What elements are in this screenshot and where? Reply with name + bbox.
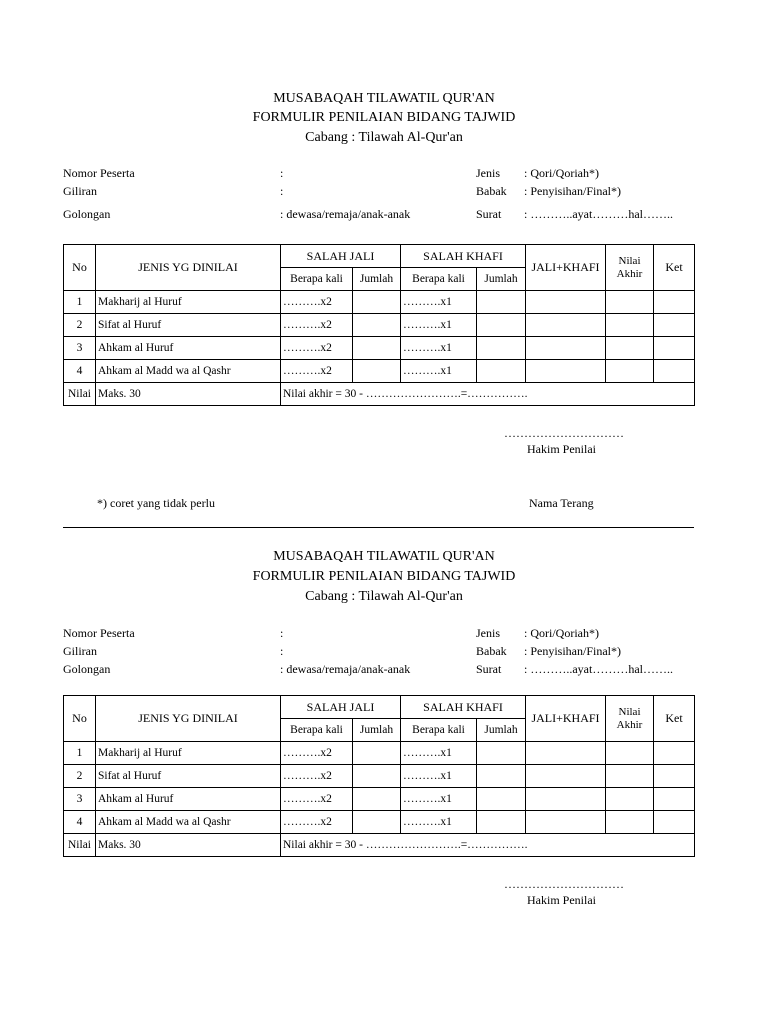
nama-terang-label: Nama Terang <box>529 496 594 510</box>
table-row <box>64 337 695 360</box>
table-row <box>64 291 695 314</box>
row-khafi-count: ……….x1 <box>401 360 477 383</box>
col-header-jumlah-jali: Jumlah <box>353 268 401 291</box>
row-jali-count: ……….x2 <box>281 337 353 360</box>
row-khafi-count: ……….x1 <box>401 314 477 337</box>
jenis-label: Jenis <box>476 626 500 640</box>
row-jali-count: ……….x2 <box>281 360 353 383</box>
form-title-1: MUSABAQAH TILAWATIL QUR'AN <box>273 91 495 106</box>
row-jenis: Ahkam al Huruf <box>96 788 281 811</box>
score-table <box>63 244 695 406</box>
col-header-berapa-kali-jali: Berapa kali <box>281 719 353 742</box>
row-khafi-count: ……….x1 <box>401 788 477 811</box>
footer-maks: Maks. 30 <box>96 834 281 857</box>
row-jenis: Makharij al Huruf <box>96 291 281 314</box>
row-khafi-count: ……….x1 <box>401 765 477 788</box>
row-no: 4 <box>64 360 96 383</box>
row-jali-jumlah[interactable] <box>353 291 401 314</box>
row-jali-khafi[interactable] <box>526 314 606 337</box>
cut-divider <box>63 527 694 528</box>
footnote: *) coret yang tidak perlu <box>97 496 215 510</box>
row-jali-jumlah[interactable] <box>353 360 401 383</box>
hakim-penilai-label: Hakim Penilai <box>527 442 596 456</box>
babak-label: Babak <box>476 184 507 198</box>
row-no: 2 <box>64 314 96 337</box>
col-header-nilai-akhir: Nilai Akhir <box>606 245 654 291</box>
giliran-label: Giliran <box>63 644 97 658</box>
form-subtitle: Cabang : Tilawah Al-Qur'an <box>305 589 463 604</box>
score-table <box>63 695 695 857</box>
col-header-jumlah-khafi: Jumlah <box>477 268 526 291</box>
row-no: 1 <box>64 742 96 765</box>
nomor-peserta-label: Nomor Peserta <box>63 626 135 640</box>
col-header-ket: Ket <box>654 245 695 291</box>
footer-nilai: Nilai <box>64 834 96 857</box>
row-jali-count: ……….x2 <box>281 811 353 834</box>
row-jali-khafi[interactable] <box>526 811 606 834</box>
col-header-jenis: JENIS YG DINILAI <box>96 696 281 742</box>
row-nilai-akhir[interactable] <box>606 742 654 765</box>
surat-value: : ………..ayat………hal…….. <box>524 207 673 221</box>
col-header-berapa-kali-khafi: Berapa kali <box>401 719 477 742</box>
row-nilai-akhir[interactable] <box>606 360 654 383</box>
col-header-salah-khafi: SALAH KHAFI <box>401 245 526 268</box>
row-ket[interactable] <box>654 811 695 834</box>
row-nilai-akhir[interactable] <box>606 811 654 834</box>
row-jenis: Makharij al Huruf <box>96 742 281 765</box>
footer-maks: Maks. 30 <box>96 383 281 406</box>
giliran-value: : <box>280 644 284 658</box>
col-header-jumlah-khafi: Jumlah <box>477 719 526 742</box>
row-jali-khafi[interactable] <box>526 765 606 788</box>
row-khafi-jumlah[interactable] <box>477 742 526 765</box>
row-no: 4 <box>64 811 96 834</box>
row-jali-count: ……….x2 <box>281 788 353 811</box>
signature-dots: ………………………… <box>504 426 624 440</box>
row-jali-khafi[interactable] <box>526 337 606 360</box>
col-header-berapa-kali-jali: Berapa kali <box>281 268 353 291</box>
row-jali-jumlah[interactable] <box>353 314 401 337</box>
row-jali-khafi[interactable] <box>526 788 606 811</box>
signature-dots: ………………………… <box>504 877 624 891</box>
row-khafi-count: ……….x1 <box>401 291 477 314</box>
babak-value: : Penyisihan/Final*) <box>524 184 621 198</box>
col-header-salah-jali: SALAH JALI <box>281 245 401 268</box>
giliran-value: : <box>280 184 284 198</box>
row-nilai-akhir[interactable] <box>606 765 654 788</box>
table-row <box>64 742 695 765</box>
row-khafi-jumlah[interactable] <box>477 291 526 314</box>
row-khafi-count: ……….x1 <box>401 811 477 834</box>
jenis-label: Jenis <box>476 166 500 180</box>
form-subtitle: Cabang : Tilawah Al-Qur'an <box>305 130 463 145</box>
row-ket[interactable] <box>654 337 695 360</box>
golongan-value: : dewasa/remaja/anak-anak <box>280 207 411 221</box>
surat-value: : ………..ayat………hal…….. <box>524 662 673 676</box>
jenis-value: : Qori/Qoriah*) <box>524 166 599 180</box>
col-header-no: No <box>64 245 96 291</box>
row-jenis: Ahkam al Huruf <box>96 337 281 360</box>
golongan-label: Golongan <box>63 207 111 221</box>
table-row <box>64 765 695 788</box>
row-no: 3 <box>64 788 96 811</box>
row-khafi-jumlah[interactable] <box>477 337 526 360</box>
nomor-peserta-value: : <box>280 166 284 180</box>
col-header-no: No <box>64 696 96 742</box>
row-jenis: Sifat al Huruf <box>96 765 281 788</box>
surat-label: Surat <box>476 207 502 221</box>
row-jali-jumlah[interactable] <box>353 337 401 360</box>
jenis-value: : Qori/Qoriah*) <box>524 626 599 640</box>
form-title-2: FORMULIR PENILAIAN BIDANG TAJWID <box>252 110 516 125</box>
form-title-2: FORMULIR PENILAIAN BIDANG TAJWID <box>252 569 516 584</box>
row-jenis: Sifat al Huruf <box>96 314 281 337</box>
table-row <box>64 811 695 834</box>
col-header-ket: Ket <box>654 696 695 742</box>
col-header-berapa-kali-khafi: Berapa kali <box>401 268 477 291</box>
col-header-jali-khafi: JALI+KHAFI <box>526 245 606 291</box>
footer-formula: Nilai akhir = 30 - …………………….=……………. <box>281 834 695 857</box>
row-ket[interactable] <box>654 291 695 314</box>
row-khafi-jumlah[interactable] <box>477 788 526 811</box>
row-no: 3 <box>64 337 96 360</box>
row-jali-jumlah[interactable] <box>353 742 401 765</box>
row-khafi-jumlah[interactable] <box>477 811 526 834</box>
row-jali-jumlah[interactable] <box>353 788 401 811</box>
form-title-1: MUSABAQAH TILAWATIL QUR'AN <box>273 549 495 564</box>
row-ket[interactable] <box>654 788 695 811</box>
row-khafi-count: ……….x1 <box>401 742 477 765</box>
row-jenis: Ahkam al Madd wa al Qashr <box>96 360 281 383</box>
col-header-jenis: JENIS YG DINILAI <box>96 245 281 291</box>
row-jali-count: ……….x2 <box>281 765 353 788</box>
row-jali-khafi[interactable] <box>526 742 606 765</box>
row-no: 2 <box>64 765 96 788</box>
row-ket[interactable] <box>654 314 695 337</box>
golongan-label: Golongan <box>63 662 111 676</box>
table-footer-row <box>64 834 695 857</box>
row-ket[interactable] <box>654 742 695 765</box>
footer-formula: Nilai akhir = 30 - …………………….=……………. <box>281 383 695 406</box>
giliran-label: Giliran <box>63 184 97 198</box>
table-footer-row <box>64 383 695 406</box>
row-jali-jumlah[interactable] <box>353 765 401 788</box>
row-no: 1 <box>64 291 96 314</box>
row-ket[interactable] <box>654 360 695 383</box>
row-ket[interactable] <box>654 765 695 788</box>
footer-nilai: Nilai <box>64 383 96 406</box>
row-jali-khafi[interactable] <box>526 291 606 314</box>
row-jenis: Ahkam al Madd wa al Qashr <box>96 811 281 834</box>
row-nilai-akhir[interactable] <box>606 337 654 360</box>
hakim-penilai-label: Hakim Penilai <box>527 893 596 907</box>
row-jali-khafi[interactable] <box>526 360 606 383</box>
row-jali-count: ……….x2 <box>281 742 353 765</box>
row-khafi-count: ……….x1 <box>401 337 477 360</box>
row-jali-jumlah[interactable] <box>353 811 401 834</box>
nomor-peserta-value: : <box>280 626 284 640</box>
col-header-jumlah-jali: Jumlah <box>353 719 401 742</box>
table-row <box>64 314 695 337</box>
surat-label: Surat <box>476 662 502 676</box>
golongan-value: : dewasa/remaja/anak-anak <box>280 662 411 676</box>
col-header-nilai-akhir: Nilai Akhir <box>606 696 654 742</box>
col-header-salah-khafi: SALAH KHAFI <box>401 696 526 719</box>
col-header-jali-khafi: JALI+KHAFI <box>526 696 606 742</box>
babak-label: Babak <box>476 644 507 658</box>
row-nilai-akhir[interactable] <box>606 788 654 811</box>
table-row <box>64 788 695 811</box>
babak-value: : Penyisihan/Final*) <box>524 644 621 658</box>
row-jali-count: ……….x2 <box>281 291 353 314</box>
row-khafi-jumlah[interactable] <box>477 314 526 337</box>
row-khafi-jumlah[interactable] <box>477 765 526 788</box>
row-jali-count: ……….x2 <box>281 314 353 337</box>
nomor-peserta-label: Nomor Peserta <box>63 166 135 180</box>
col-header-salah-jali: SALAH JALI <box>281 696 401 719</box>
row-nilai-akhir[interactable] <box>606 314 654 337</box>
row-nilai-akhir[interactable] <box>606 291 654 314</box>
row-khafi-jumlah[interactable] <box>477 360 526 383</box>
table-row <box>64 360 695 383</box>
